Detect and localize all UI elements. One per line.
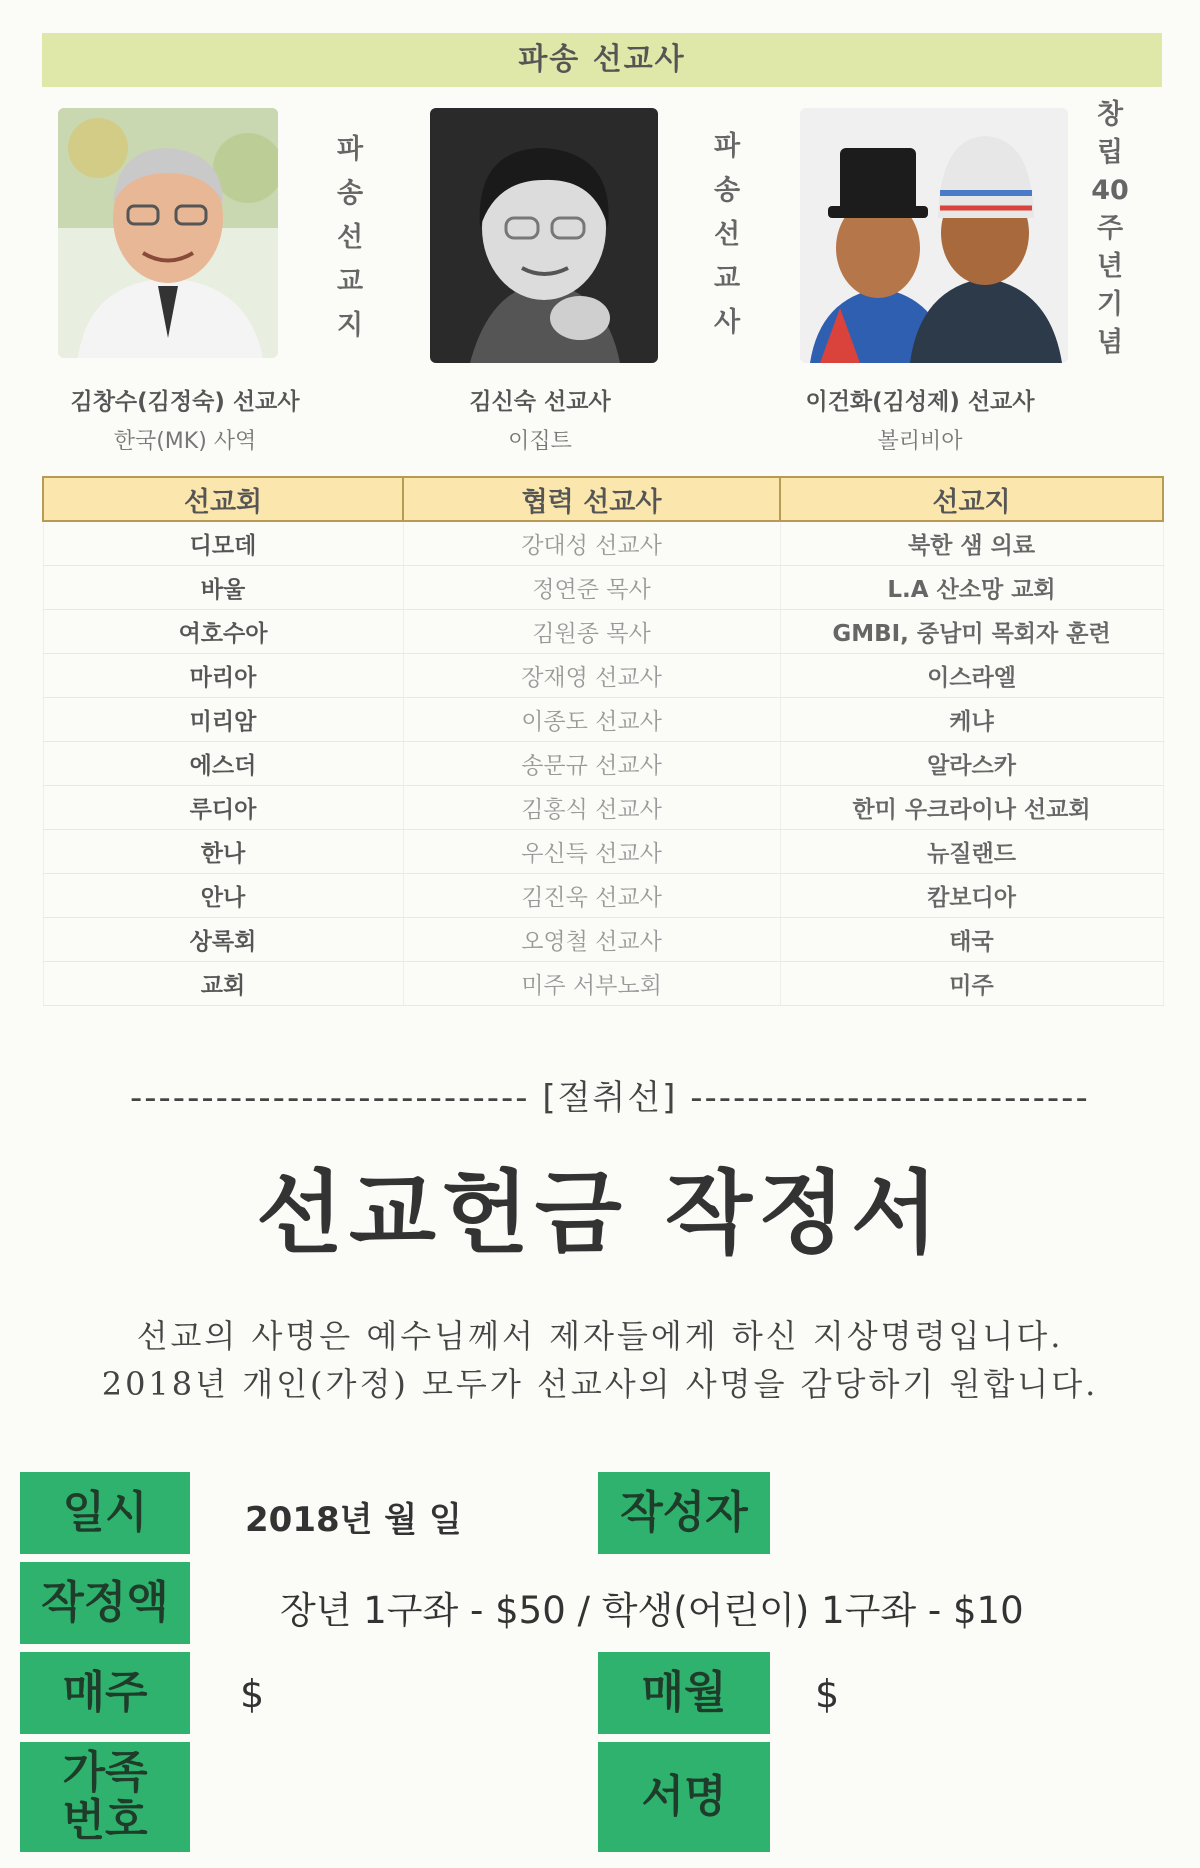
column-header-mission-field: 선교지 [780, 477, 1163, 521]
cell-partner: 우신득 선교사 [403, 830, 780, 874]
missionary-photo-3 [800, 108, 1068, 363]
cell-mission-field: 뉴질랜드 [780, 830, 1163, 874]
cell-mission-field: 알라스카 [780, 742, 1163, 786]
missionary-photo-1 [58, 108, 278, 358]
table-header-row [43, 477, 1163, 521]
cell-partner: 송문규 선교사 [403, 742, 780, 786]
section-header: 파송 선교사 [42, 33, 1162, 87]
missionary-place: 이집트 [508, 429, 572, 454]
missionary-caption-1 [20, 383, 350, 455]
cell-mission-group: 여호수아 [43, 610, 403, 654]
table-row [43, 654, 1163, 698]
table-row [43, 521, 1163, 566]
cell-mission-field: 한미 우크라이나 선교회 [780, 786, 1163, 830]
cell-mission-field: GMBI, 중남미 목회자 훈련 [780, 610, 1163, 654]
weekly-amount-field[interactable]: $ [240, 1672, 265, 1716]
cell-partner: 김진욱 선교사 [403, 874, 780, 918]
cell-mission-group: 미리암 [43, 698, 403, 742]
family-number-field[interactable] [200, 1742, 590, 1852]
weekly-label: 매주 [20, 1652, 190, 1734]
table-row [43, 742, 1163, 786]
missionary-2-side-text: 파 송 선 교 사 [713, 131, 741, 338]
intro-line-1: 선교의 사명은 예수님께서 제자들에게 하신 지상명령입니다. [136, 1317, 1064, 1355]
signature-field[interactable] [780, 1742, 1180, 1852]
monthly-label: 매월 [598, 1652, 770, 1734]
intro-line-2: 2018년 개인(가정) 모두가 선교사의 사명을 감당하기 원합니다. [101, 1365, 1099, 1403]
monthly-amount-field[interactable]: $ [815, 1672, 840, 1716]
table-row [43, 610, 1163, 654]
author-field[interactable] [780, 1472, 1180, 1554]
cell-partner: 오영철 선교사 [403, 918, 780, 962]
signature-label: 서명 [598, 1742, 770, 1852]
table-row [43, 830, 1163, 874]
cell-mission-field: 이스라엘 [780, 654, 1163, 698]
pledge-form [20, 1472, 1180, 1852]
family-label-line-1: 가족 [62, 1747, 148, 1798]
cell-mission-field: 북한 샘 의료 [780, 521, 1163, 566]
table-row [43, 874, 1163, 918]
table-row [43, 566, 1163, 610]
cell-mission-field: 미주 [780, 962, 1163, 1006]
column-header-partner: 협력 선교사 [403, 477, 780, 521]
intro-text [0, 1312, 1200, 1408]
cell-mission-group: 루디아 [43, 786, 403, 830]
cell-mission-group: 마리아 [43, 654, 403, 698]
cell-partner: 강대성 선교사 [403, 521, 780, 566]
cell-partner: 장재영 선교사 [403, 654, 780, 698]
cell-mission-field: 캄보디아 [780, 874, 1163, 918]
date-field[interactable]: 2018년 월 일 [245, 1500, 462, 1540]
cell-mission-group: 상록회 [43, 918, 403, 962]
cell-partner: 김원종 목사 [403, 610, 780, 654]
cell-mission-group: 디모데 [43, 521, 403, 566]
pledge-amount-value: 장년 1구좌 - $50 / 학생(어린이) 1구좌 - $10 [280, 1589, 1024, 1632]
date-label: 일시 [20, 1472, 190, 1554]
missionary-place: 한국(MK) 사역 [113, 429, 257, 454]
cell-mission-group: 바울 [43, 566, 403, 610]
missionary-name: 김신숙 선교사 [469, 389, 611, 415]
missionary-photo-2 [430, 108, 658, 363]
missionary-name: 김창수(김정숙) 선교사 [70, 389, 300, 415]
table-row [43, 786, 1163, 830]
cell-mission-group: 교회 [43, 962, 403, 1006]
missionary-caption-2 [375, 383, 705, 455]
cell-mission-group: 에스더 [43, 742, 403, 786]
author-label: 작성자 [598, 1472, 770, 1554]
table-row [43, 918, 1163, 962]
cut-line: ---------------------------- [절취선] ---------------------------- [130, 1078, 1090, 1118]
column-header-mission-group: 선교회 [43, 477, 403, 521]
family-label-line-2: 번호 [62, 1795, 148, 1846]
missionary-3-side-text: 창 립 40 주 년 기 념 [1091, 99, 1129, 358]
cell-mission-field: 케냐 [780, 698, 1163, 742]
missionary-place: 볼리비아 [877, 429, 963, 454]
form-title: 선교헌금 작정서 [256, 1161, 944, 1266]
cell-partner: 정연준 목사 [403, 566, 780, 610]
cell-partner: 미주 서부노회 [403, 962, 780, 1006]
pledge-amount-label: 작정액 [20, 1562, 190, 1644]
missionary-name: 이건화(김성제) 선교사 [805, 389, 1035, 415]
cell-mission-group: 한나 [43, 830, 403, 874]
cell-partner: 김홍식 선교사 [403, 786, 780, 830]
family-number-label [20, 1742, 190, 1852]
cell-partner: 이종도 선교사 [403, 698, 780, 742]
table-row [43, 698, 1163, 742]
cell-mission-field: L.A 산소망 교회 [780, 566, 1163, 610]
mission-table [42, 476, 1162, 1006]
missionary-caption-3 [755, 383, 1085, 455]
cell-mission-group: 안나 [43, 874, 403, 918]
table-row [43, 962, 1163, 1006]
cell-mission-field: 태국 [780, 918, 1163, 962]
missionary-1-side-text: 파 송 선 교 지 [336, 134, 364, 341]
